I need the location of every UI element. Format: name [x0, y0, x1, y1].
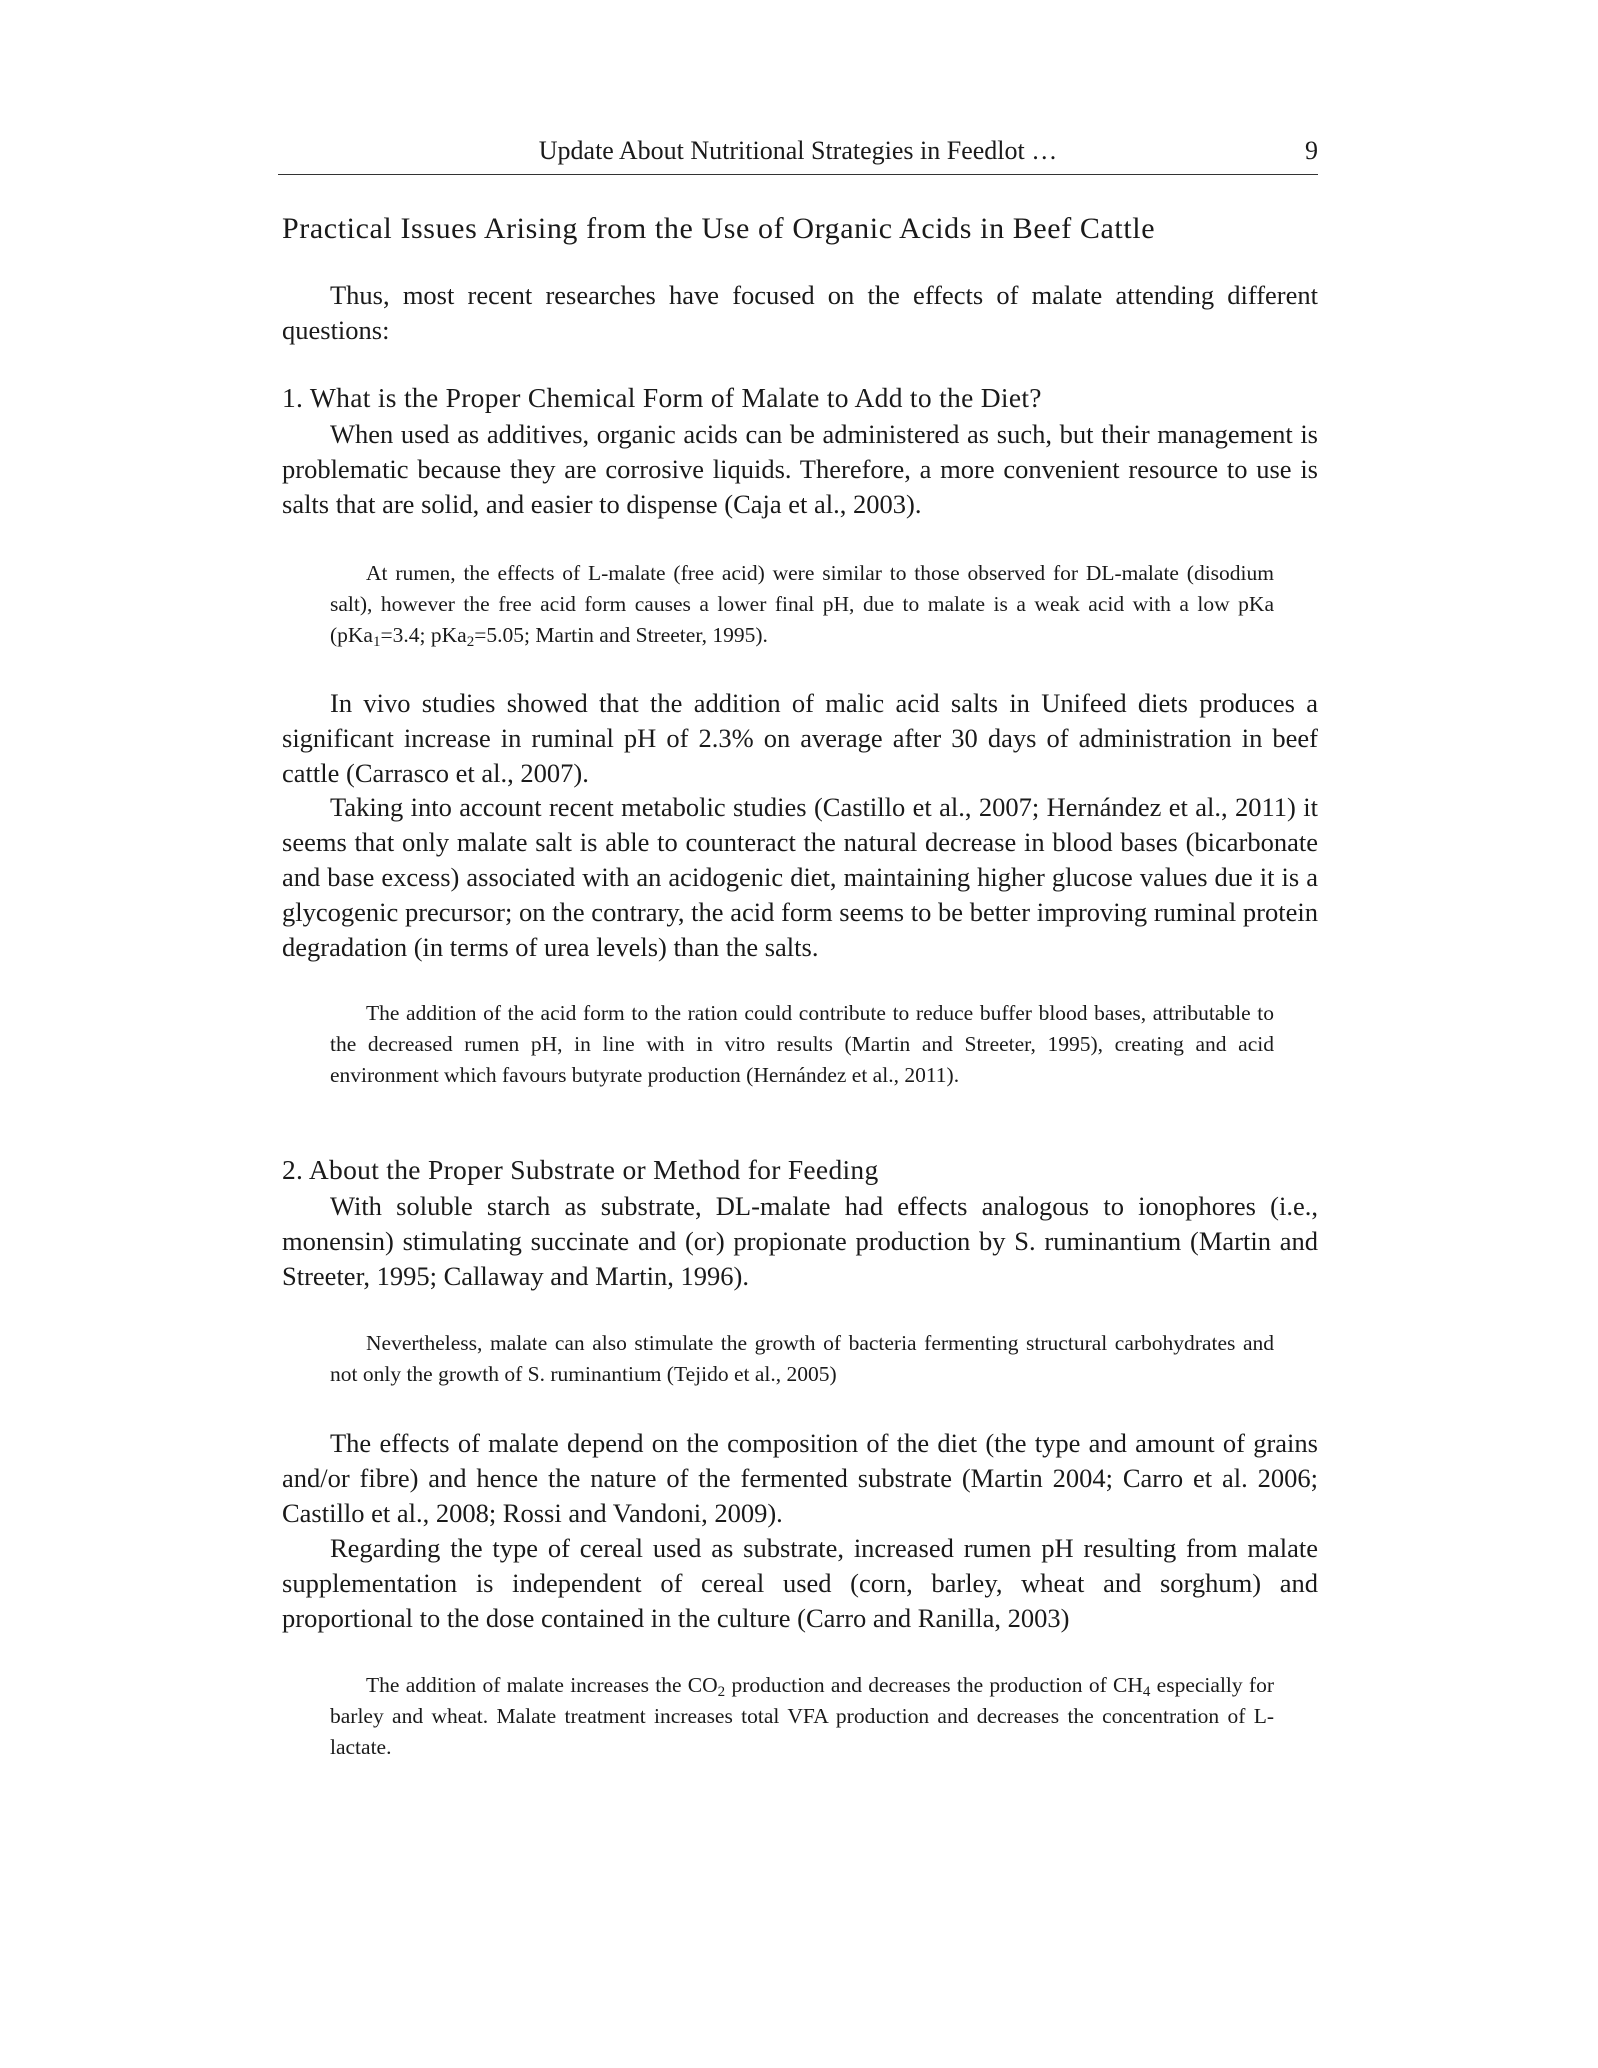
running-title: Update About Nutritional Strategies in Feedlot …: [538, 136, 1058, 165]
q2-note-2: The addition of malate increases the $CO_2$ production and decreases the production of $CH_4$ especially for barley and wheat. Malate treatment increases total VFA production and decreases the concentration of L-lactate.: [330, 1673, 1274, 1759]
q2-paragraph-3: Regarding the type of cereal used as substrate, increased rumen pH resulting from malate supplementation is independent of cereal used (corn, barley, wheat and sorghum) and proportional to the dose contained in the culture (Carro and Ranilla, 2003): [282, 1533, 1318, 1633]
running-header: [278, 134, 1318, 175]
intro-paragraph: Thus, most recent researches have focused on the effects of malate attending different questions:: [282, 280, 1318, 345]
subsection-1-title: 1. What is the Proper Chemical Form of Malate to Add to the Diet?: [282, 382, 1042, 413]
q2-paragraph-1: With soluble starch as substrate, DL-malate had effects analogous to ionophores (i.e., monensin) stimulating succinate and (or) propionate production by S. ruminantium (Martin and Streeter, 1995; Callaway and Martin, 1996).: [282, 1191, 1318, 1291]
q2-note-1: Nevertheless, malate can also stimulate the growth of bacteria fermenting structural carbohydrates and not only the growth of S. ruminantium (Tejido et al., 2005): [330, 1331, 1274, 1386]
q1-paragraph-1: When used as additives, organic acids can be administered as such, but their management is problematic because they are corrosive liquids. Therefore, a more convenient resource to use is salts that are solid, and easier to dispense (Caja et al., 2003).: [282, 419, 1318, 519]
q1-note-1: At rumen, the effects of L-malate (free acid) were similar to those observed for DL-malate (disodium salt), however the free acid form causes a lower final pH, due to malate is a weak acid with a low pKa (pKa$_1$=3.4; pKa$_2$=5.05; Martin and Streeter, 1995).: [330, 561, 1274, 650]
q1-paragraph-2: In vivo studies showed that the addition of malic acid salts in Unifeed diets produces a significant increase in ruminal pH of 2.3% on average after 30 days of administration in beef cattle (Carrasco et al., 2007).: [282, 688, 1318, 788]
page-number: 9: [1305, 136, 1318, 165]
q1-paragraph-3: Taking into account recent metabolic studies (Castillo et al., 2007; Hernández et al., 2011) it seems that only malate salt is able to counteract the natural decrease in blood bases (bicarbonate and base excess) associated with an acidogenic diet, maintaining higher glucose values due it is a glycogenic precursor; on the contrary, the acid form seems to be better improving ruminal protein degradation (in terms of urea levels) than the salts.: [282, 792, 1318, 962]
q1-note-2: The addition of the acid form to the ration could contribute to reduce buffer blood bases, attributable to the decreased rumen pH, in line with in vitro results (Martin and Streeter, 1995), creating and acid environment which favours butyrate production (Hernández et al., 2011).: [330, 1001, 1274, 1087]
subsection-2-title: 2. About the Proper Substrate or Method for Feeding: [282, 1154, 879, 1185]
q2-paragraph-2: The effects of malate depend on the composition of the diet (the type and amount of grains and/or fibre) and hence the nature of the fermented substrate (Martin 2004; Carro et al. 2006; Castillo et al., 2008; Rossi and Vandoni, 2009).: [282, 1428, 1318, 1528]
section-title: Practical Issues Arising from the Use of Organic Acids in Beef Cattle: [282, 212, 1156, 245]
